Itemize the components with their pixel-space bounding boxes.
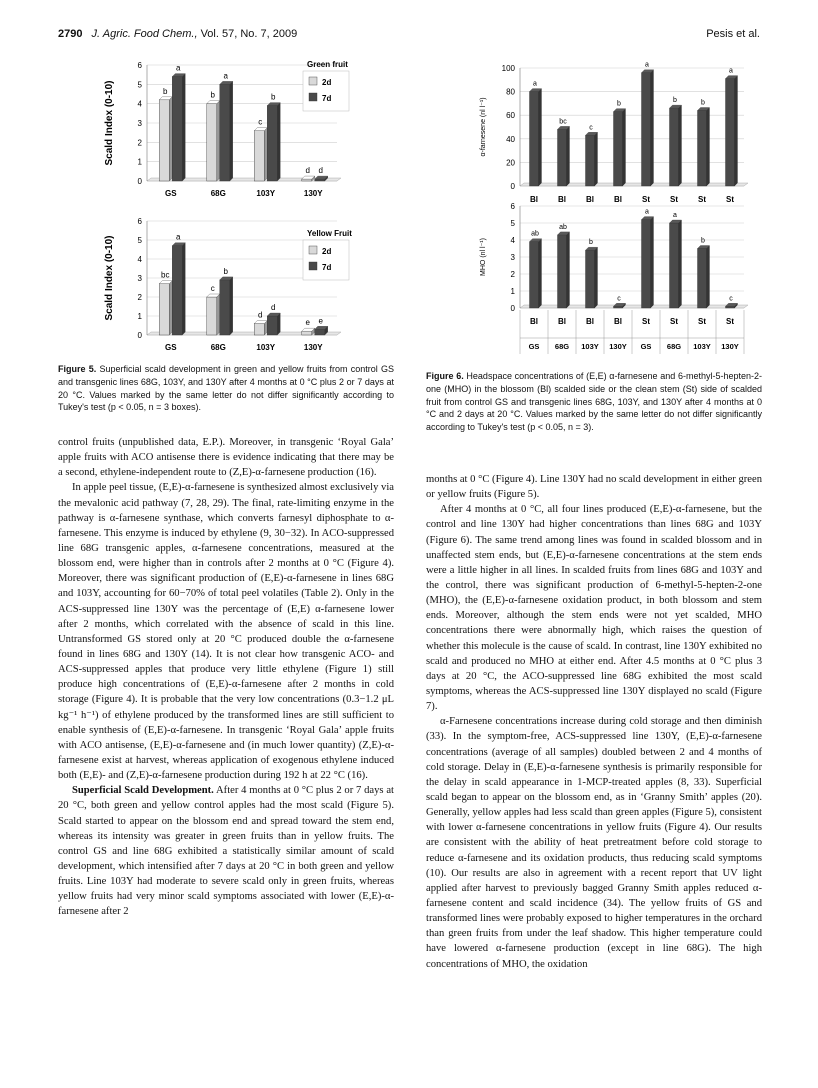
bar-7d-side: [182, 243, 185, 335]
significance-letter: c: [617, 295, 621, 303]
significance-letter: c: [210, 284, 215, 293]
y-tick-label: 2: [137, 138, 142, 148]
x-tick-label: Bl: [586, 195, 594, 204]
x-tick-label: 130Y: [303, 343, 323, 352]
y-tick-label: 2: [137, 293, 142, 302]
bar: [642, 220, 651, 308]
significance-letter: b: [223, 266, 228, 276]
x-tick-label: Bl: [530, 317, 538, 326]
significance-letter: a: [223, 71, 228, 81]
figure-5-label: Figure 5.: [58, 364, 97, 374]
legend-swatch: [309, 262, 317, 270]
significance-letter: a: [673, 212, 677, 219]
bar-side: [651, 217, 654, 308]
bar-2d-side: [217, 294, 220, 335]
bar-side: [679, 220, 682, 308]
significance-letter: e: [318, 316, 323, 326]
bar: [726, 79, 735, 186]
y-tick-label: 2: [510, 270, 515, 279]
y-tick-label: 4: [510, 236, 515, 245]
bar-side: [623, 109, 626, 186]
legend-title: Green fruit: [307, 60, 348, 69]
fig6-farnesene-chart: [470, 60, 760, 204]
bar-side: [595, 132, 598, 186]
x-tick-label: 130Y: [303, 189, 323, 198]
figure-5-caption: [58, 363, 394, 414]
y-tick-label: 60: [506, 111, 515, 121]
legend-swatch: [309, 77, 317, 85]
significance-letter: e: [305, 318, 310, 328]
y-tick-label: 40: [506, 134, 515, 144]
bar: [586, 250, 595, 308]
bar-2d: [159, 100, 169, 181]
x-group-label: 103Y: [581, 342, 599, 351]
bar-2d-side: [264, 128, 267, 181]
y-tick-label: 0: [137, 331, 142, 340]
legend-swatch: [309, 93, 317, 101]
y-tick-label: 1: [510, 287, 515, 296]
page-number: 2790: [58, 28, 83, 40]
significance-letter: b: [589, 239, 593, 247]
x-tick-label: Bl: [558, 317, 566, 326]
x-tick-label: St: [670, 195, 678, 204]
bar: [726, 306, 735, 308]
bar-7d-side: [277, 313, 280, 335]
y-tick-label: 3: [137, 119, 142, 128]
y-tick-label: 0: [137, 177, 142, 186]
y-axis-label: Scald Index (0-10): [104, 80, 115, 166]
figure-6-label: Figure 6.: [426, 371, 464, 381]
y-tick-label: 100: [501, 64, 515, 73]
bar-7d-side: [230, 81, 233, 181]
x-tick-label: 68G: [210, 189, 226, 198]
bar-side: [735, 76, 738, 186]
bar: [530, 242, 539, 308]
x-tick-label: St: [642, 317, 650, 326]
figure-6-caption: [426, 370, 762, 434]
x-group-label: 68G: [554, 342, 570, 351]
significance-letter: a: [645, 208, 649, 216]
x-tick-label: GS: [164, 189, 177, 198]
bar-side: [651, 70, 654, 186]
y-axis-label: MHO (nl l⁻¹): [480, 238, 487, 276]
significance-letter: b: [673, 97, 677, 105]
legend-entry: 7d: [322, 263, 332, 272]
significance-letter: c: [258, 117, 263, 127]
left-text-column: [58, 435, 394, 920]
bar-side: [679, 105, 682, 186]
significance-letter: d: [271, 303, 276, 312]
bar-7d: [315, 179, 325, 181]
legend-entry: 7d: [322, 94, 332, 103]
running-header-left: [58, 28, 297, 40]
y-tick-label: 4: [137, 255, 142, 264]
bar-2d-side: [169, 281, 172, 335]
bar-2d: [254, 131, 264, 181]
x-tick-label: St: [726, 195, 734, 204]
fig5-green-chart: [95, 55, 395, 210]
bar-side: [567, 232, 570, 308]
right-text-column: [426, 472, 762, 972]
paragraph: After 4 months at 0 °C, all four lines produced (E,E)-α-farnesene, but the control and line 130Y had higher concentrations than lines 68G and 103Y (Figure 6). The same trend among lines was found in scalded blossom and in unaffected stem ends, but (E,E)-α-farnesene concentrations at the stem ends were a little higher in all lines. In scalded fruits from lines 68G and 103Y and the control, there was significant production of 6-methyl-5-hepten-2-one (MHO), the (E,E)-α-farnesene oxidation product, in both blossom and stem ends. Moreover, although the stem ends were not yet scalded, MHO concentrations there were abnormally high, which raises the question of whether this molecule is the cause of scald. In contrast, line 130Y exhibited no scald and produced no MHO at either end. After 4.5 months at 0 °C plus 3 days at 20 °C, the ACO-suppressed line 68G exhibited the most scald symptoms, whereas the ACS-suppressed line 130Y displayed no scald (Figure 7).: [426, 504, 762, 713]
x-group-label: 68G: [666, 342, 682, 351]
x-tick-label: Bl: [586, 317, 594, 326]
bar-7d-side: [277, 103, 280, 181]
bar-side: [707, 246, 710, 309]
chart-floor: [520, 183, 748, 186]
bar-7d: [220, 84, 230, 181]
x-tick-label: St: [726, 317, 734, 326]
x-tick-label: St: [698, 195, 706, 204]
y-tick-label: 3: [510, 253, 515, 262]
bar-2d: [254, 324, 264, 335]
significance-letter: a: [176, 232, 181, 242]
bar-side: [595, 247, 598, 308]
legend-title: Yellow Fruit: [307, 229, 352, 238]
bar: [642, 73, 651, 186]
bar: [614, 306, 623, 308]
y-tick-label: 5: [137, 80, 142, 90]
y-tick-label: 6: [510, 202, 515, 211]
bar-7d: [267, 106, 277, 181]
significance-letter: d: [305, 166, 310, 176]
significance-letter: a: [729, 67, 733, 75]
running-header-authors: Pesis et al.: [706, 28, 760, 40]
bar-2d: [159, 284, 169, 335]
significance-letter: b: [701, 99, 705, 107]
paragraph-text: After 4 months at 0 °C plus 2 or 7 days at 20 °C, both green and yellow control apples had the most scald (Figure 5). Scald started to appear on the blossom end and spread toward the stem end, whereas its intensity was greater in green fruits than in yellow fruits. The control GS and line 68G exhibited a statistically similar amount of scald development, which intensified after 7 days at 20 °C in both green and yellow fruits. Line 103Y had moderate to severe scald only in green fruits, whereas yellow fruits had very minor scald symptoms associated with lower (E,E)-α-farnesene after 2: [58, 785, 394, 918]
x-tick-label: St: [642, 195, 650, 204]
bar-7d-side: [182, 74, 185, 181]
paragraph: α-Farnesene concentrations increase during cold storage and then diminish (33). In the symptom-free, ACS-suppressed line 130Y, (E,E)-α-farnesene concentrations (average of all samples) doubled between 2 and 4 months of cold storage. Delay in (E,E)-α-farnesene synthesis is primarily responsible for the delay in scald appearance in 1-MCP-treated apples (8, 33). Superficial scald began to appear on the blossom end, as in ‘Granny Smith’ apples (20). Generally, yellow apples had less scald than green apples (Figure 5), consistent with lower α-farnesene concentrations in yellow fruits (Figure 4). Our results are consistent with the ability of heat pretreatment before cold storage to reduce α-farnesene and its oxidation products, thus reducing scald symptoms (10). Our results are also in agreement with a recent report that UV light applied after harvest to previously bagged Granny Smith apples reduced α-farnesene content and scald incidence (34). The yellow fruits of GS and transformed lines were probably exposed to higher temperatures in the orchard than green fruits from under the leaf shadow. This higher temperature could have lowered α-farnesene production (except in line 68G). The high concentrations of MHO, the oxidation: [426, 716, 762, 970]
bar-7d: [220, 280, 230, 335]
x-group-label: GS: [640, 342, 652, 351]
bar: [530, 92, 539, 186]
bar-2d: [302, 331, 312, 335]
significance-letter: a: [533, 80, 537, 88]
bar-side: [539, 239, 542, 308]
bar: [558, 129, 567, 186]
fig5-yellow-chart: [95, 213, 395, 360]
bar: [670, 108, 679, 186]
paragraph: months at 0 °C (Figure 4). Line 130Y had no scald development in either green or yellow fruits (Figure 5).: [426, 474, 762, 501]
bar-7d-side: [230, 277, 233, 335]
bar-7d: [315, 329, 325, 335]
y-tick-label: 20: [506, 158, 515, 168]
significance-letter: ab: [559, 223, 567, 231]
x-group-label: 103Y: [693, 342, 711, 351]
x-tick-label: Bl: [530, 195, 538, 204]
x-tick-label: St: [698, 317, 706, 326]
bar: [586, 135, 595, 186]
y-tick-label: 3: [137, 274, 142, 283]
bar-2d: [207, 297, 217, 335]
volume-issue: Vol. 57, No. 7, 2009: [200, 28, 298, 40]
bar: [670, 223, 679, 308]
chart-floor: [520, 305, 748, 308]
x-tick-label: GS: [164, 343, 177, 352]
legend-entry: 2d: [322, 78, 332, 87]
significance-letter: d: [318, 166, 323, 176]
x-tick-label: 103Y: [256, 343, 276, 352]
fig6-mho-chart: [470, 200, 760, 360]
significance-letter: ab: [531, 230, 539, 238]
significance-letter: a: [176, 63, 181, 73]
significance-letter: bc: [559, 118, 567, 126]
significance-letter: b: [163, 86, 168, 96]
bar-side: [707, 107, 710, 186]
bar-2d-side: [169, 97, 172, 181]
bar-7d: [172, 246, 182, 335]
bar-2d: [302, 179, 312, 181]
x-tick-label: St: [670, 317, 678, 326]
bar-side: [567, 126, 570, 186]
legend-entry: 2d: [322, 247, 332, 256]
x-group-label: 130Y: [609, 342, 627, 351]
y-tick-label: 80: [506, 87, 515, 97]
significance-letter: b: [210, 90, 215, 100]
y-tick-label: 1: [137, 157, 142, 167]
y-tick-label: 5: [137, 236, 142, 245]
significance-letter: bc: [161, 270, 170, 280]
y-tick-label: 4: [137, 99, 142, 109]
bar: [558, 235, 567, 308]
figure-5-text: Superficial scald development in green and yellow fruits from control GS and transgenic lines 68G, 103Y, and 130Y after 4 months at 0 °C plus 2 or 7 days at 20 °C. Values marked by the same letter do not differ significantly according to Tukey's test (p < 0.05, n = 3 boxes).: [58, 364, 394, 413]
significance-letter: d: [258, 310, 263, 320]
paragraph: In apple peel tissue, (E,E)-α-farnesene is synthesized almost exclusively via the mevalonic acid pathway (7, 28, 29). The final, rate-limiting enzyme in the pathway is α-farnesene synthase, which converts farnesyl diphosphate to α-farnesene. This enzyme is induced by ethylene (9, 30−32). In ACO-suppressed line 68G transgenic apples, α-farnesene concentrations, measured at the blossom end, were higher than in controls after 2 months at 0 °C (Figure 4). Moreover, there was significant production of (E,E)-α-farnesene in lines 68G and 103Y, accounting for 60−70% of total peel volatiles (Table 2). Only in the ACS-suppressed line 130Y was the percentage of (E,E) α-farnesene lower after 2 months, which correlated with the absence of scald in this line. Untransformed GS stored only at 20 °C produced double the α-farnesene found in lines 68G and 130Y (14). It is not clear how transgenic ACO- and ACS-suppressed apples that produce very little ethylene (Figure 1) still produce high concentrations of (E,E)-α-farnesene after 2 months in cold storage (Figure 4). It is probable that the very low concentrations (0.3−1.2 μL kg⁻¹ h⁻¹) of ethylene produced by the transformed lines are still sufficient to enable synthesis of (E,E)-α-farnesene. In transgenic ‘Royal Gala’ apple fruits with ACO antisense, (E,E)-α-farnesene and (in much lower quantity) (Z,E)-α-farnesene exist at harvest, whereas application of exogenous ethylene induced both (E,E)- and (Z,E)-α-farnesene production during 192 h at 22 °C (16).: [58, 482, 394, 782]
significance-letter: c: [729, 295, 733, 303]
bar-7d: [267, 316, 277, 335]
y-tick-label: 1: [137, 312, 142, 321]
section-heading: Superficial Scald Development.: [72, 785, 214, 797]
x-tick-label: Bl: [614, 317, 622, 326]
x-tick-label: Bl: [558, 195, 566, 204]
figure-6-text: Headspace concentrations of (E,E) α-farnesene and 6-methyl-5-hepten-2-one (MHO) in the blossom (Bl) scalded side or the clean stem (St) side of scalded fruit from control GS and transgenic lines 68G, 103Y, and 130Y after 4 months at 0 °C and 2 days at 20 °C. Values marked by the same letter do not differ significantly according to Tukey's test (p < 0.05, n = 3).: [426, 371, 762, 433]
y-tick-label: 5: [510, 219, 515, 228]
paragraph: control fruits (unpublished data, E.P.). Moreover, in transgenic ‘Royal Gala’ apple fruits with ACO antisense there is evidence indicating that there may be a second, ethylene-independent route to (Z,E)-α-farnesene production (16).: [58, 437, 394, 479]
bar: [698, 110, 707, 186]
significance-letter: b: [271, 92, 276, 102]
bar: [698, 249, 707, 309]
x-group-label: 130Y: [721, 342, 739, 351]
x-group-label: GS: [528, 342, 540, 351]
bar-side: [539, 89, 542, 186]
x-tick-label: Bl: [614, 195, 622, 204]
significance-letter: c: [589, 124, 593, 132]
significance-letter: a: [645, 61, 649, 69]
x-tick-label: 103Y: [256, 189, 276, 198]
bar-7d: [172, 77, 182, 181]
y-axis-label: Scald Index (0-10): [104, 235, 115, 321]
y-axis-label: α-farnesene (nl l⁻¹): [480, 97, 487, 157]
y-tick-label: 0: [510, 182, 515, 191]
legend-swatch: [309, 246, 317, 254]
y-tick-label: 6: [137, 217, 142, 226]
paragraph: [58, 783, 394, 919]
significance-letter: b: [701, 237, 705, 245]
bar-2d-side: [217, 101, 220, 181]
journal-name: J. Agric. Food Chem.,: [91, 28, 198, 40]
x-tick-label: 68G: [210, 343, 226, 352]
y-tick-label: 0: [510, 304, 515, 313]
y-tick-label: 6: [137, 61, 142, 70]
bar: [614, 112, 623, 186]
bar-2d: [207, 104, 217, 181]
significance-letter: b: [617, 100, 621, 108]
